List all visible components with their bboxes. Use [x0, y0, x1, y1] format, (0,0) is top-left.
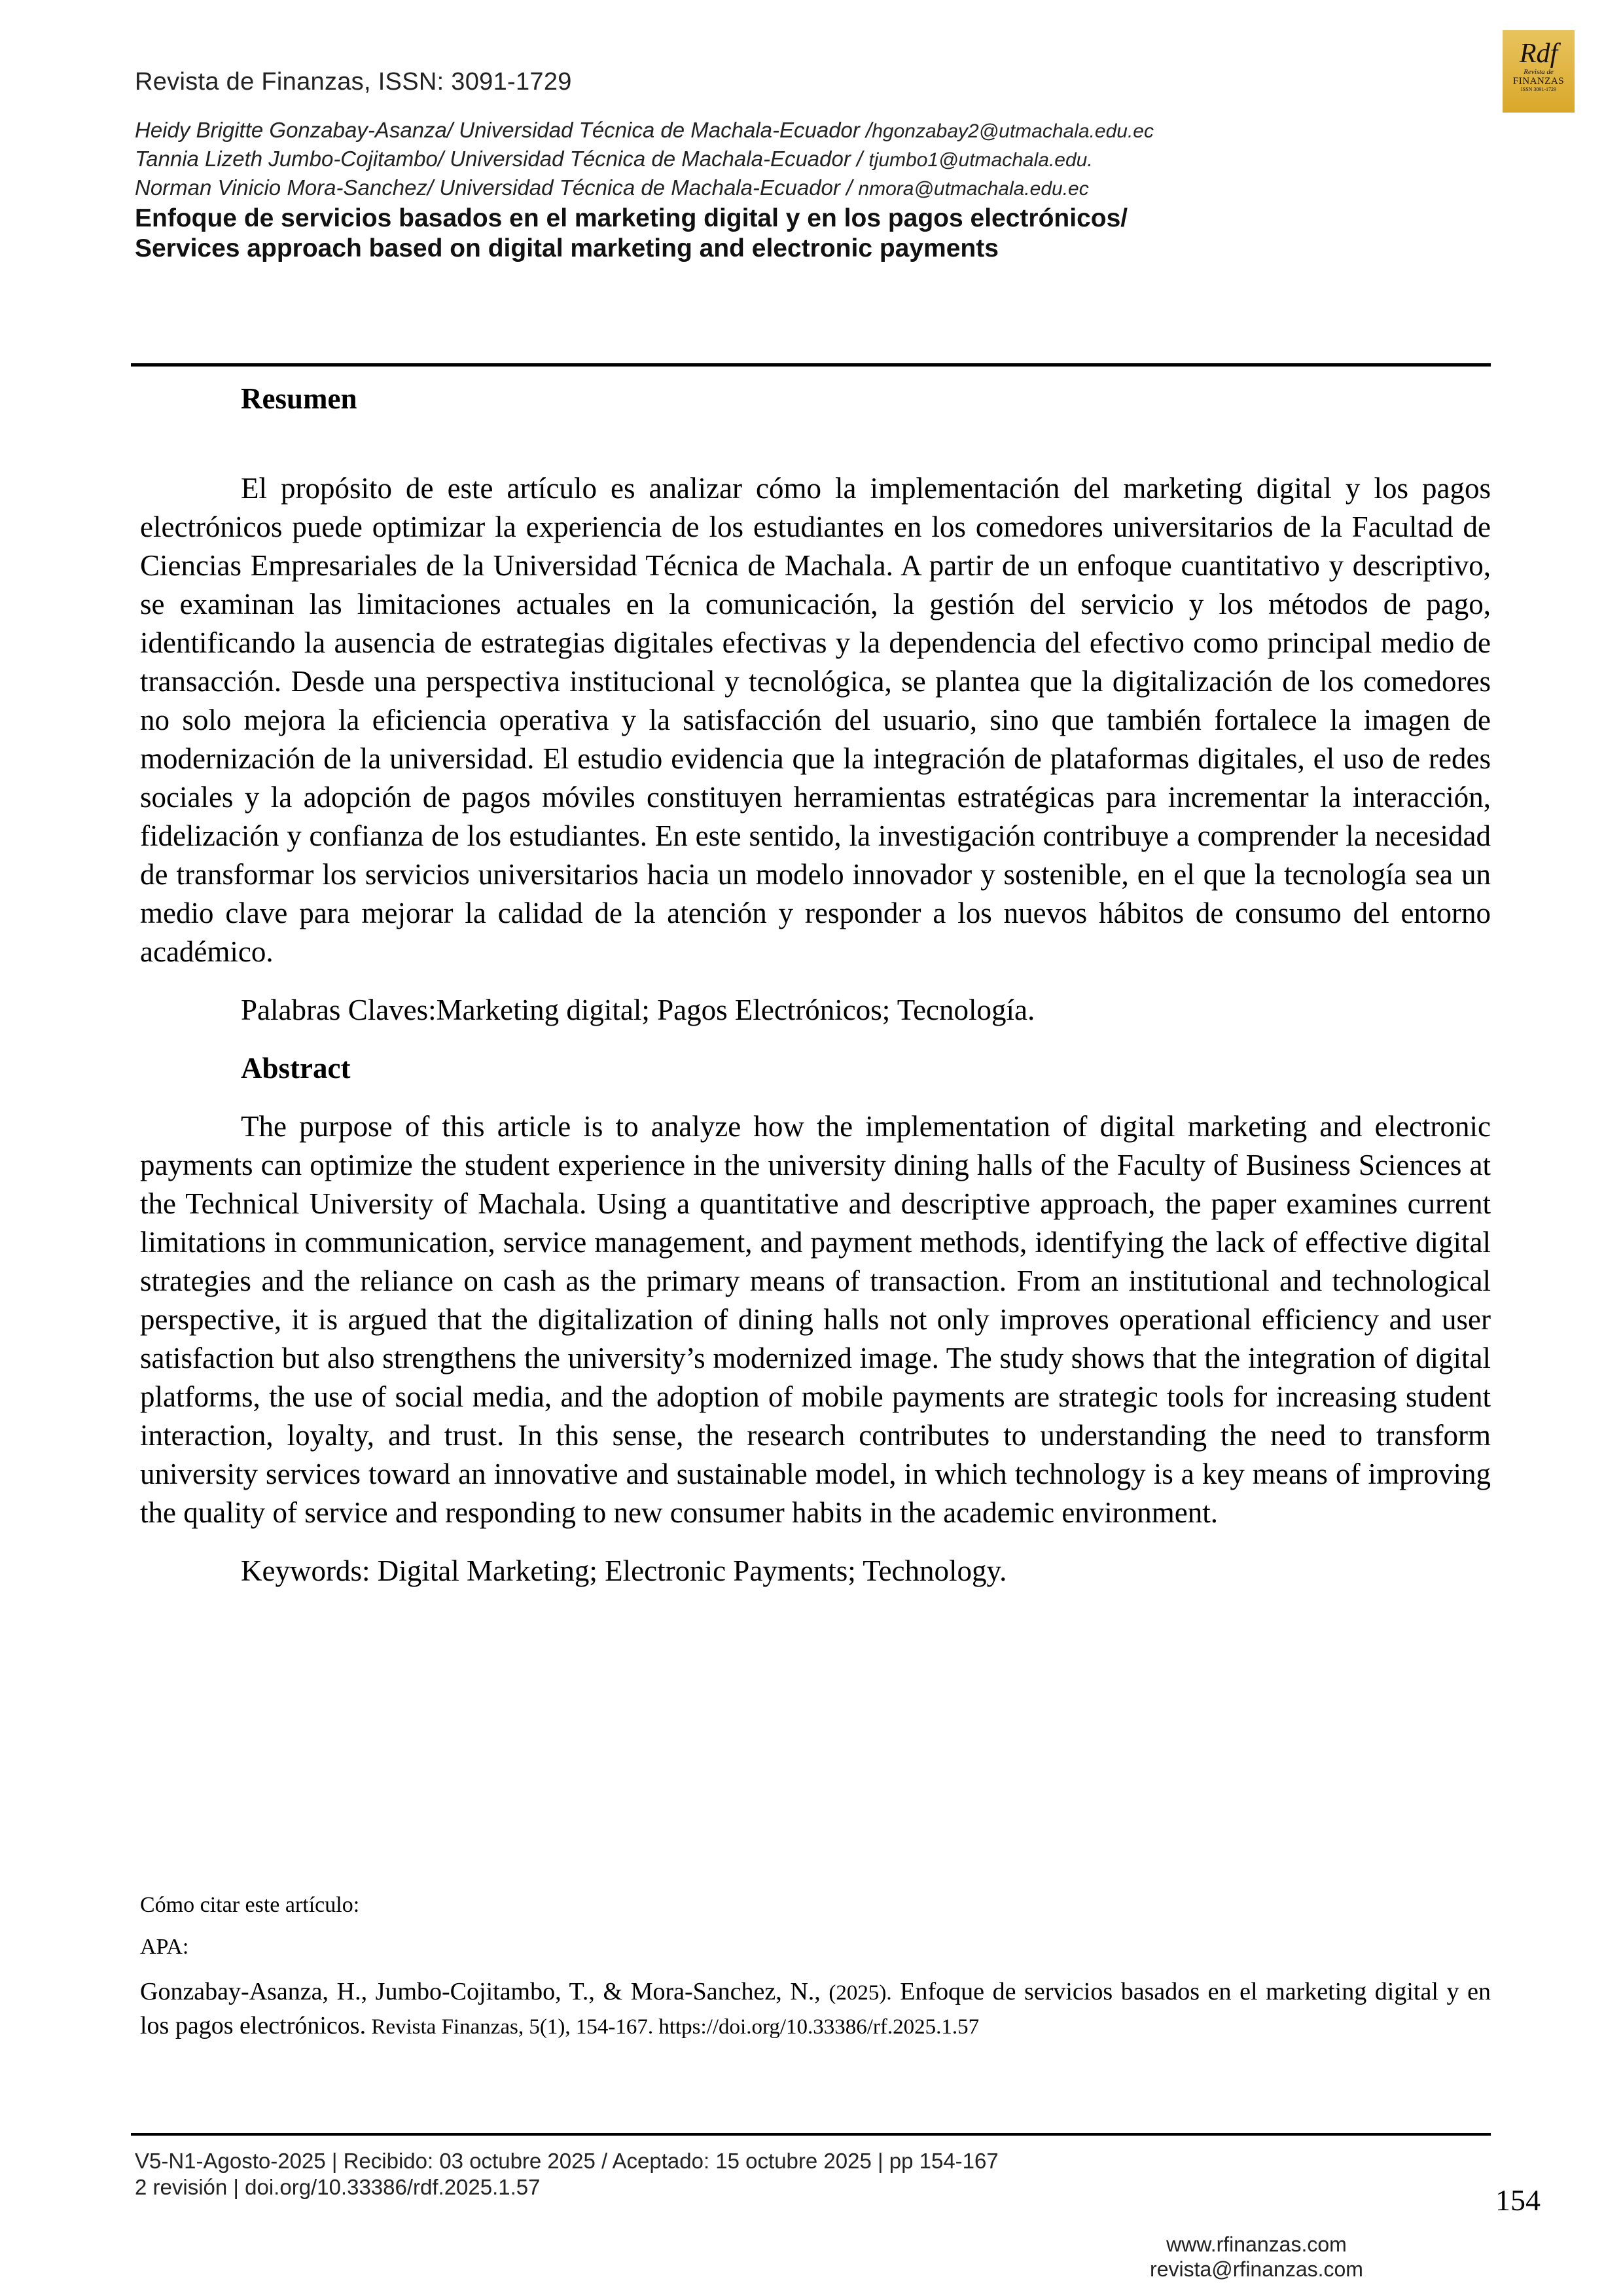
citation-block: [140, 1890, 1491, 2043]
citation-title: Enfoque de servicios basados en el marketing digital y en los pagos electrónicos.: [140, 1978, 1491, 2039]
citation-authors: Gonzabay-Asanza, H., Jumbo-Cojitambo, T., & Mora-Sanchez, N.,: [140, 1978, 829, 2005]
website-link[interactable]: www.rfinanzas.com: [1166, 2233, 1347, 2256]
contact-email-link[interactable]: revista@rfinanzas.com: [1150, 2257, 1363, 2281]
footer-links: [1119, 2232, 1394, 2282]
header-divider: [131, 363, 1491, 367]
citation-year: (2025).: [829, 1981, 892, 2005]
palabras-claves: Palabras Claves:Marketing digital; Pagos Electrónicos; Tecnología.: [241, 994, 1035, 1026]
author-line: [135, 118, 1154, 143]
article-title-spanish: Enfoque de servicios basados en el marketing digital y en los pagos electrónicos/: [135, 204, 1128, 232]
logo-mark: Rdf: [1519, 39, 1558, 69]
logo-name: FINANZAS: [1512, 76, 1565, 86]
author-email[interactable]: tjumbo1@utmachala.edu.: [868, 149, 1093, 171]
logo-issn: ISSN 3091-1729: [1520, 86, 1556, 92]
author-affiliation: Tannia Lizeth Jumbo-Cojitambo/ Universidad Técnica de Machala-Ecuador /: [135, 147, 869, 171]
footer-meta: [135, 2148, 999, 2200]
logo-subtitle: Revista de: [1524, 68, 1554, 76]
journal-name: Revista de Finanzas, ISSN: 3091-1729: [135, 68, 572, 96]
author-email[interactable]: hgonzabay2@utmachala.edu.ec: [872, 120, 1154, 142]
abstract-paragraph: The purpose of this article is to analyze how the implementation of digital marketing and electronic payments can optimize the student experience in the university dining halls of the Faculty of Business Sciences at the Technical University of Machala. Using a quantitative and descriptive approach, the paper examines current limitations in communication, service management, and payment methods, identifying the lack of effective digital strategies and the reliance on cash as the primary means of transaction. From an institutional and technological perspective, it is argued that the digitalization of dining halls not only improves operational efficiency and user satisfaction but also strengthens the university’s modernized image. The study shows that the integration of digital platforms, the use of social media, and the adoption of mobile payments are strategic tools for increasing student interaction, loyalty, and trust. In this sense, the research contributes to understanding the need to transform university services toward an innovative and sustainable model, in which technology is a key means of improving the quality of service and responding to new consumer habits in the academic environment.: [140, 1110, 1491, 1529]
footer-divider: [131, 2133, 1491, 2136]
article-title-english: Services approach based on digital marketing and electronic payments: [135, 234, 999, 262]
resumen-paragraph: El propósito de este artículo es analizar cómo la implementación del marketing digital y los pagos electrónicos puede optimizar la experiencia de los estudiantes en los comedores universitarios de la Facultad de Ciencias Empresariales de la Universidad Técnica de Machala. A partir de un enfoque cuantitativo y descriptivo, se examinan las limitaciones actuales en la comunicación, la gestión del servicio y los métodos de pago, identificando la ausencia de estrategias digitales efectivas y la dependencia del efectivo como principal medio de transacción. Desde una perspectiva institucional y tecnológica, se plantea que la digitalización de los comedores no solo mejora la eficiencia operativa y la satisfacción del usuario, sino que también fortalece la imagen de modernización de la universidad. El estudio evidencia que la integración de plataformas digitales, el uso de redes sociales y la adopción de pagos móviles constituyen herramientas estratégicas para incrementar la interacción, fidelización y confianza de los estudiantes. En este sentido, la investigación contribuye a comprender la necesidad de transformar los servicios universitarios hacia un modelo innovador y sostenible, en el que la tecnología sea un medio clave para mejorar la calidad de la atención y responder a los nuevos hábitos de consumo del entorno académico.: [140, 472, 1491, 968]
abstract-section: [140, 380, 1491, 1590]
abstract-heading: Abstract: [241, 1052, 351, 1085]
author-line: [135, 147, 1093, 171]
author-affiliation: Norman Vinicio Mora-Sanchez/ Universidad Técnica de Machala-Ecuador /: [135, 175, 859, 200]
journal-logo: [1503, 30, 1575, 113]
citation-reference: [140, 1975, 1491, 2043]
issue-dates: V5-N1-Agosto-2025 | Recibido: 03 octubre 2025 / Aceptado: 15 octubre 2025 | pp 154-167: [135, 2149, 999, 2173]
author-email[interactable]: nmora@utmachala.edu.ec: [858, 178, 1089, 200]
resumen-heading: Resumen: [241, 382, 357, 415]
author-line: [135, 175, 1089, 200]
page-number: 154: [1495, 2183, 1541, 2217]
revision-doi[interactable]: 2 revisión | doi.org/10.33386/rdf.2025.1.57: [135, 2175, 541, 2199]
citation-source[interactable]: Revista Finanzas, 5(1), 154-167. https://doi.org/10.33386/rf.2025.1.57: [366, 2015, 980, 2039]
keywords-english: Keywords: Digital Marketing; Electronic Payments; Technology.: [241, 1554, 1007, 1587]
citation-label: Cómo citar este artículo:: [140, 1893, 360, 1917]
author-affiliation: Heidy Brigitte Gonzabay-Asanza/ Universidad Técnica de Machala-Ecuador /: [135, 118, 872, 142]
citation-style: APA:: [140, 1935, 189, 1959]
